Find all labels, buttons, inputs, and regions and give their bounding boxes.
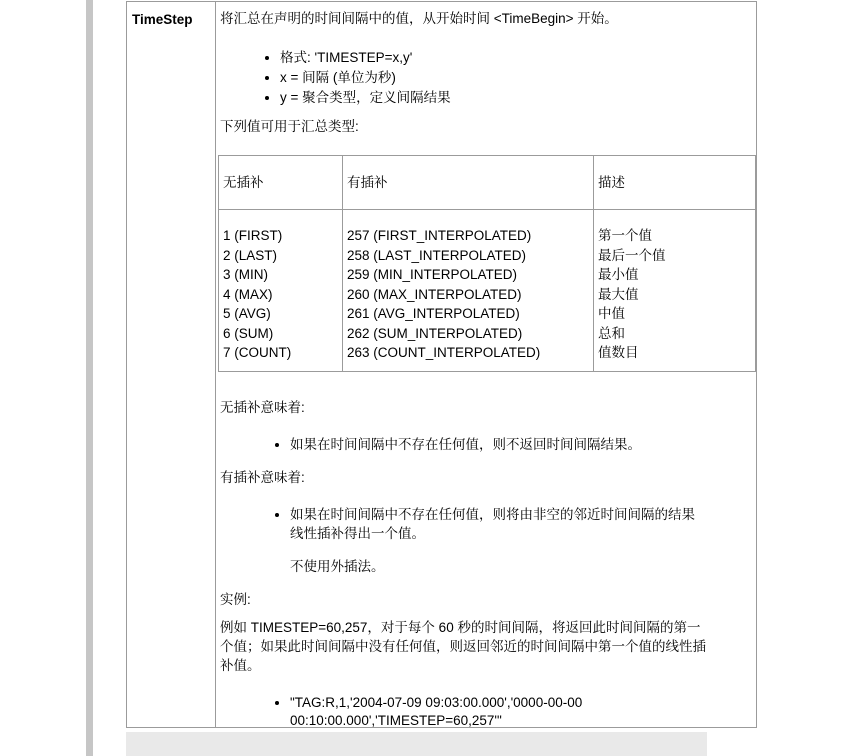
table-line: 值数目: [598, 345, 639, 360]
table-body-row: [219, 210, 756, 372]
table-line: 最大值: [598, 286, 639, 302]
table-line: 4 (MAX): [223, 286, 273, 302]
no-interp-list-item: • 如果在时间间隔中不存在任何值，则不返回时间间隔结果。: [290, 435, 747, 454]
table-line: 261 (AVG_INTERPOLATED): [347, 306, 520, 321]
interp-list: [220, 505, 747, 543]
no-interp-values-cell: [219, 210, 343, 372]
table-line: 最小值: [598, 267, 639, 282]
column-header-no-interp: 无插补: [219, 156, 343, 210]
desc-values-cell: [594, 210, 756, 372]
table-line: 257 (FIRST_INTERPOLATED): [347, 228, 532, 243]
table-line: 1 (FIRST): [223, 228, 283, 243]
param-description-cell: [216, 2, 756, 727]
format-list: [220, 48, 747, 108]
example-text: 例如 TIMESTEP=60,257，对于每个 60 秒的时间间隔，将返回此时间间隔的第一个值；如果此时间间隔中没有任何值，则返回邻近的时间间隔中第一个值的线性插补值。: [220, 619, 706, 673]
table-line: 258 (LAST_INTERPOLATED): [347, 247, 527, 263]
example-query-list: [220, 694, 747, 729]
timestep-parameter-row: [126, 1, 757, 728]
next-section-block: [126, 732, 707, 756]
table-line: 总和: [598, 325, 625, 341]
format-list-item: • 格式: 'TIMESTEP=x,y': [280, 48, 747, 68]
interp-heading: 有插补意味着:: [220, 469, 305, 485]
table-line: 6 (SUM): [223, 325, 274, 341]
table-line: 259 (MIN_INTERPOLATED): [347, 267, 518, 282]
interp-list-item: • 如果在时间间隔中不存在任何值，则将由非空的邻近时间间隔的结果线性插补得出一个值。: [290, 505, 704, 543]
format-list-item: • x = 间隔 (单位为秒): [280, 68, 747, 88]
table-line: 最后一个值: [598, 247, 666, 263]
interp-values-cell: [343, 210, 594, 372]
param-name: TimeStep: [132, 12, 193, 27]
column-header-interp: 有插补: [343, 156, 594, 210]
table-line: 262 (SUM_INTERPOLATED): [347, 325, 523, 341]
no-extrapolation-note: 不使用外插法。: [290, 558, 385, 574]
table-line: 2 (LAST): [223, 247, 278, 263]
column-header-desc: 描述: [594, 156, 756, 210]
table-line: 中值: [598, 306, 625, 321]
table-line: 263 (COUNT_INTERPOLATED): [347, 345, 541, 360]
table-line: 第一个值: [598, 228, 652, 243]
pane-splitter[interactable]: [86, 0, 93, 756]
no-interp-list: [220, 435, 747, 454]
example-query-item: • "TAG:R,1,'2004-07-09 09:03:00.000','0000-00-00 00:10:00.000','TIMESTEP=60,257'": [290, 694, 747, 729]
table-line: 5 (AVG): [223, 306, 271, 321]
example-heading: 实例:: [220, 591, 251, 607]
param-name-cell: [127, 2, 216, 727]
intro-text: 将汇总在声明的时间间隔中的值，从开始时间 <TimeBegin> 开始。: [220, 11, 618, 26]
table-line: 260 (MAX_INTERPOLATED): [347, 286, 522, 302]
table-header-row: [219, 156, 756, 210]
values-intro-text: 下列值可用于汇总类型:: [220, 119, 359, 134]
no-interp-heading: 无插补意味着:: [220, 399, 305, 415]
aggregation-types-table: [218, 155, 756, 372]
table-line: 7 (COUNT): [223, 345, 292, 360]
format-list-item: • y = 聚合类型，定义间隔结果: [280, 88, 747, 108]
table-line: 3 (MIN): [223, 267, 268, 282]
